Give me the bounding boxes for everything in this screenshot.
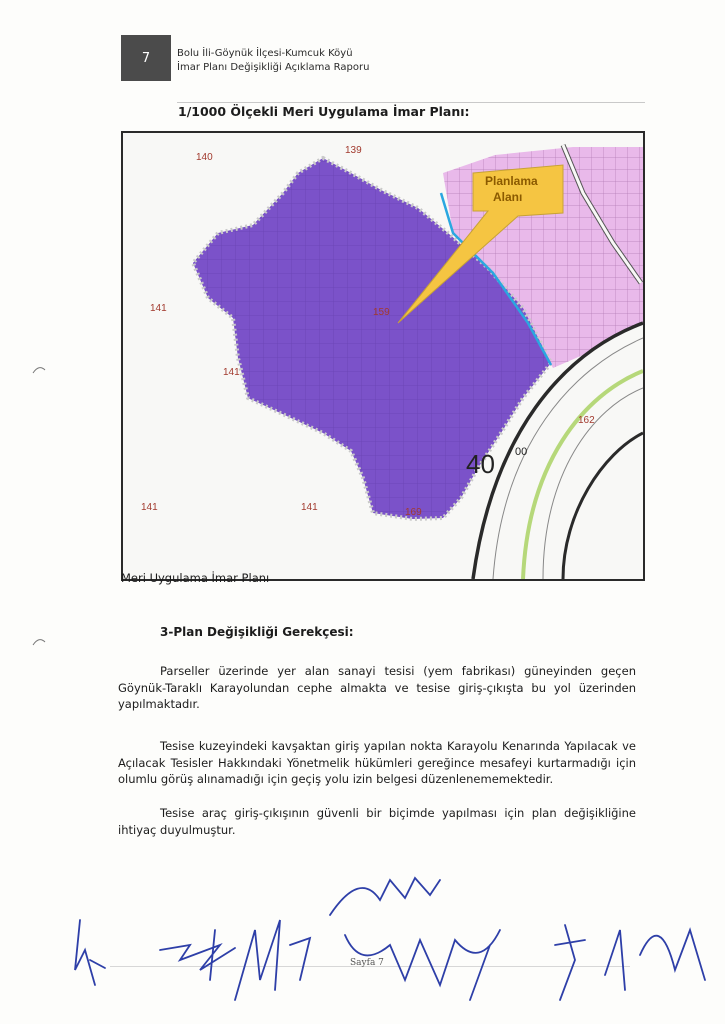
contour-superscript: 00 bbox=[515, 446, 528, 458]
parcel-label: 141 bbox=[141, 502, 158, 513]
map-caption: Meri Uygulama İmar Planı bbox=[121, 571, 270, 585]
map-title: 1/1000 Ölçekli Meri Uygulama İmar Planı: bbox=[178, 104, 470, 119]
page-number-badge bbox=[121, 35, 171, 81]
signature-4 bbox=[330, 878, 440, 915]
header-divider bbox=[177, 102, 645, 103]
header-line-1: Bolu İli-Göynük İlçesi-Kumcuk Köyü bbox=[177, 48, 353, 59]
signature-1 bbox=[75, 920, 105, 985]
report-header bbox=[177, 47, 369, 75]
parcel-label: 169 bbox=[405, 507, 422, 518]
parcel-label: 159 bbox=[373, 307, 390, 318]
punch-hole-mark bbox=[32, 364, 46, 374]
page-number: 7 bbox=[141, 50, 151, 66]
parcel-label: 141 bbox=[223, 367, 240, 378]
callout-line-1: Planlama bbox=[485, 174, 538, 188]
header-line-2: İmar Planı Değişikliği Açıklama Raporu bbox=[177, 62, 370, 73]
paragraph: Tesise kuzeyindeki kavşaktan giriş yapılan nokta Karayolu Kenarında Yapılacak ve Açılacak Tesisler Hakkındaki Yönetmelik hükümleri gereğince mesafeyi kurtarmadığı için olumlu görüş alınamadığı için geçiş yolu izin belgesi düzenlenememektedir. bbox=[118, 739, 636, 786]
parcel-label: 162 bbox=[578, 415, 595, 426]
zoning-plan-map bbox=[121, 131, 645, 581]
footer-page-label: Sayfa 7 bbox=[350, 958, 384, 968]
parcel-label: 141 bbox=[301, 502, 318, 513]
paragraph: Parseller üzerinde yer alan sanayi tesisi (yem fabrikası) güneyinden geçen Göynük-Taraklı Karayolundan cephe almakta ve tesise giriş-çıkışta bu yol üzerinden yapılmaktadır. bbox=[118, 664, 636, 711]
parcel-label: 140 bbox=[196, 152, 213, 163]
contour-label: 40 bbox=[466, 449, 495, 479]
parcel-label: 139 bbox=[345, 145, 362, 156]
signatures bbox=[60, 850, 725, 1024]
signature-6 bbox=[555, 925, 585, 1000]
signature-7 bbox=[605, 930, 705, 990]
signature-5 bbox=[345, 930, 500, 1000]
punch-hole-mark bbox=[32, 636, 46, 646]
callout-line-2: Alanı bbox=[493, 190, 523, 204]
paragraph: Tesise araç giriş-çıkışının güvenli bir biçimde yapılması için plan değişikliğine ihtiyaç duyulmuştur. bbox=[118, 806, 636, 837]
map-drawing bbox=[123, 133, 643, 579]
signature-3 bbox=[235, 920, 310, 1000]
parcel-label: 141 bbox=[150, 303, 167, 314]
section-heading: 3-Plan Değişikliği Gerekçesi: bbox=[160, 625, 354, 639]
signature-2 bbox=[160, 930, 235, 980]
